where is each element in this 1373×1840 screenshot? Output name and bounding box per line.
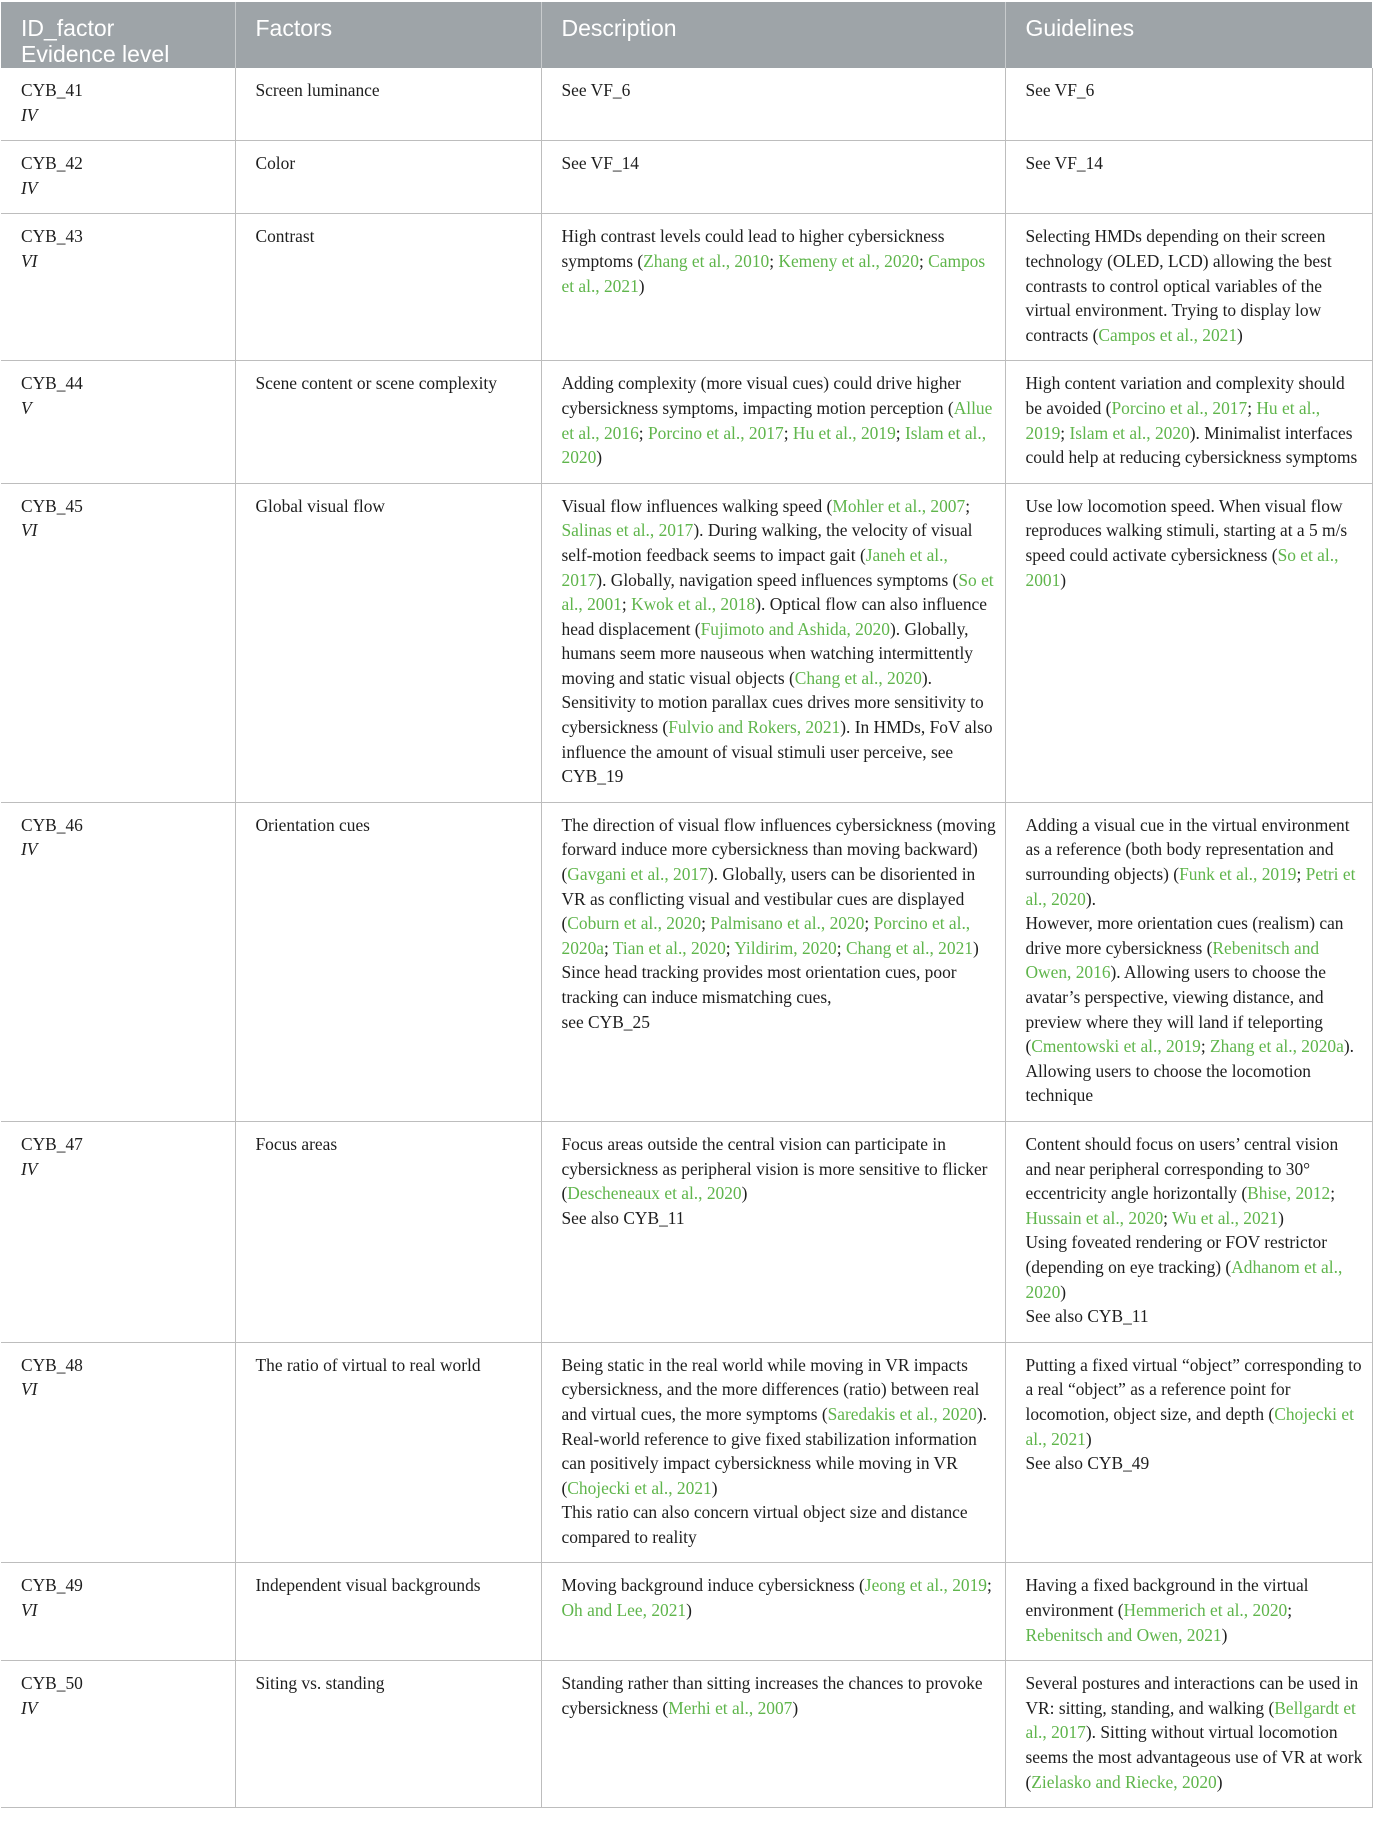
citation-link[interactable]: Cmentowski et al., 2019 (1031, 1036, 1201, 1057)
cell-text: ; (918, 250, 929, 271)
citation-link[interactable]: Descheneaux et al., 2020 (567, 1183, 742, 1204)
table-row (1, 141, 1372, 214)
citation-link[interactable]: Saredakis et al., 2020 (827, 1403, 977, 1424)
id-cell (1, 1342, 235, 1563)
cell-text: ) Using foveated rendering or FOV restrictor (depending on eye tracking) ( (1025, 1207, 1328, 1277)
table-row (1, 361, 1372, 483)
description-cell (541, 483, 1005, 802)
cell-text: ). Optical flow can also influence head displacement ( (561, 594, 987, 639)
cell-text: Putting a fixed virtual “object” corresponding to a real “object” as a reference point for locomotion, object size, and depth ( (1025, 1354, 1362, 1424)
header-row (1, 2, 1372, 68)
citation-link[interactable]: Tian et al., 2020 (612, 937, 726, 958)
cell-text: Adding a visual cue in the virtual environment as a reference (both body representation and surrounding objects) ( (1025, 814, 1350, 885)
cell-text: ) (1237, 324, 1243, 345)
description-cell (541, 361, 1005, 483)
cell-text: ; (725, 937, 735, 958)
evidence-level: IV (21, 177, 38, 198)
cell-text: ) (1216, 1771, 1223, 1792)
cell-text: ; (836, 937, 846, 958)
cell-text: ; (1287, 1600, 1293, 1621)
citation-link[interactable]: Salinas et al., 2017 (561, 520, 694, 541)
citation-link[interactable]: Porcino et al., 2017 (647, 422, 784, 443)
id-cell (1, 68, 235, 141)
cell-text: Adding complexity (more visual cues) could drive higher cybersickness symptoms, impacting motion perception ( (561, 373, 961, 418)
cell-text: Being static in the real world while moving in VR impacts cybersickness, and the more differences (ratio) between real and virtual cues, the more symptoms ( (561, 1354, 980, 1424)
factor-cell: Siting vs. standing (235, 1661, 541, 1808)
description-cell (541, 214, 1005, 361)
citation-link[interactable]: Oh and Lee, 2021 (561, 1600, 687, 1621)
factor-cell: Color (235, 141, 541, 214)
citation-link[interactable]: Hu et al., 2019 (1025, 397, 1321, 443)
cell-text: ). Globally, users can be disoriented in VR as conflicting visual and vestibular cues are displayed ( (561, 864, 976, 934)
citation-link[interactable]: Islam et al., 2020 (561, 422, 987, 468)
header-guidelines: Guidelines (1005, 2, 1372, 68)
factor-cell: Orientation cues (235, 802, 541, 1121)
cell-text: ; (1200, 1036, 1211, 1057)
cell-text: ) See also CYB_49 (1025, 1428, 1150, 1474)
cell-text: See VF_6 (561, 80, 631, 100)
citation-link[interactable]: Chojecki et al., 2021 (1025, 1403, 1354, 1449)
cell-text: ). During walking, the velocity of visual self-motion feedback seems to impact gait ( (561, 520, 973, 565)
evidence-level: V (21, 397, 32, 418)
cell-text: ; (895, 422, 905, 443)
guidelines-cell (1005, 802, 1372, 1121)
cell-text: Selecting HMDs depending on their screen technology (OLED, LCD) allowing the best contrasts to control optical variables of the virtual environment. Trying to display low contracts ( (1025, 226, 1332, 345)
factor-id: CYB_49 (21, 1575, 83, 1596)
cell-text: ) This ratio can also concern virtual object size and distance compared to reality (561, 1477, 968, 1547)
cell-text: ). Sensitivity to motion parallax cues drives more sensitivity to cybersickness ( (561, 667, 984, 738)
cell-text: ; (783, 422, 793, 443)
header-id-evidence: ID_factor Evidence level (1, 2, 235, 68)
cell-text: Use low locomotion speed. When visual flow reproduces walking stimuli, starting at a 5 m/s speed could activate cybersickness ( (1025, 495, 1348, 565)
description-cell (541, 1342, 1005, 1563)
citation-link[interactable]: Yildirim, 2020 (734, 937, 837, 958)
header-factors: Factors (235, 2, 541, 68)
citation-link[interactable]: Coburn et al., 2020 (567, 913, 702, 934)
guidelines-cell (1005, 483, 1372, 802)
cell-text: ). Sitting without virtual locomotion seems the most advantageous use of VR at work ( (1025, 1722, 1363, 1792)
cell-text: ) See also CYB_11 (561, 1183, 748, 1228)
citation-link[interactable]: Merhi et al., 2007 (668, 1697, 793, 1718)
factor-id: CYB_45 (21, 495, 83, 516)
factor-id: CYB_48 (21, 1354, 83, 1375)
citation-link[interactable]: Janeh et al., 2017 (561, 544, 948, 590)
cell-text: Having a fixed background in the virtual environment ( (1025, 1575, 1309, 1621)
table-row (1, 1661, 1372, 1808)
cell-text: ) (596, 447, 603, 468)
table-row (1, 1563, 1372, 1661)
factor-id: CYB_44 (21, 373, 83, 394)
citation-link[interactable]: Adhanom et al., 2020 (1025, 1256, 1343, 1302)
cell-text: ) (792, 1697, 799, 1718)
factor-id: CYB_47 (21, 1133, 83, 1154)
cell-text: ; (638, 422, 648, 443)
evidence-level: IV (21, 1158, 38, 1179)
citation-link[interactable]: Bellgardt et al., 2017 (1025, 1697, 1356, 1743)
citation-link[interactable]: Zhang et al., 2010 (643, 250, 770, 271)
guidelines-cell (1005, 1661, 1372, 1808)
factor-cell: Focus areas (235, 1121, 541, 1342)
cell-text: ) (1221, 1624, 1228, 1645)
cell-text: ; (965, 495, 971, 516)
factor-id: CYB_46 (21, 814, 83, 835)
evidence-level: IV (21, 104, 38, 125)
table-row (1, 802, 1372, 1121)
factor-id: CYB_41 (21, 80, 83, 100)
cell-text: ; (864, 913, 874, 934)
factor-cell: Contrast (235, 214, 541, 361)
citation-link[interactable]: Zielasko and Riecke, 2020 (1031, 1771, 1217, 1792)
description-cell (541, 802, 1005, 1121)
cell-text: ; (1247, 397, 1257, 418)
citation-link[interactable]: Chang et al., 2020 (794, 667, 922, 688)
evidence-level: VI (21, 1600, 38, 1621)
cell-text: See VF_6 (1025, 80, 1095, 100)
cell-text: ) See also CYB_11 (1025, 1281, 1149, 1327)
citation-link[interactable]: Jeong et al., 2019 (864, 1575, 987, 1596)
evidence-level: VI (21, 1379, 38, 1400)
cell-text: ). Real-world reference to give fixed stabilization information can positively impact cybersickness while moving in VR ( (561, 1403, 987, 1498)
citation-link[interactable]: Gavgani et al., 2017 (567, 864, 708, 885)
cell-text: Focus areas outside the central vision can participate in cybersickness as peripheral vision is more sensitive to flicker ( (561, 1133, 988, 1204)
cell-text: ; (604, 937, 613, 958)
cell-text: ; (1296, 864, 1306, 885)
cell-text: ; (1163, 1207, 1173, 1228)
citation-link[interactable]: Rebenitsch and Owen, 2016 (1025, 937, 1320, 983)
cell-text: See VF_14 (1025, 153, 1103, 174)
guidelines-cell (1005, 68, 1372, 141)
factor-id: CYB_42 (21, 153, 83, 174)
id-cell (1, 214, 235, 361)
cell-text: ). Allowing users to choose the avatar’s perspective, viewing distance, and preview where they will land if teleporting ( (1025, 962, 1326, 1057)
cell-text: ). Minimalist interfaces could help at reducing cybersickness symptoms (1025, 422, 1358, 468)
factor-cell: The ratio of virtual to real world (235, 1342, 541, 1563)
citation-link[interactable]: Bhise, 2012 (1247, 1183, 1331, 1204)
factor-id: CYB_50 (21, 1673, 83, 1694)
citation-link[interactable]: Kemeny et al., 2020 (778, 250, 919, 271)
cell-text: ; (769, 250, 779, 271)
cell-text: The direction of visual flow influences cybersickness (moving forward induce more cybersickness than moving backward) ( (561, 814, 996, 885)
cell-text: High contrast levels could lead to higher cybersickness symptoms ( (561, 226, 945, 271)
cell-text: ; (701, 913, 711, 934)
citation-link[interactable]: Hemmerich et al., 2020 (1123, 1600, 1288, 1621)
cell-text: ). In HMDs, FoV also influence the amount of visual stimuli user perceive, see CYB_19 (561, 717, 993, 787)
citation-link[interactable]: Petri et al., 2020 (1025, 864, 1356, 909)
cell-text: ; (987, 1575, 992, 1596)
cell-text: ). Globally, humans seem more nauseous when watching intermittently moving and static visual objects ( (561, 618, 973, 688)
cell-text: ; (1330, 1183, 1336, 1204)
evidence-level: VI (21, 250, 38, 271)
table-row (1, 1121, 1372, 1342)
table-row (1, 214, 1372, 361)
citation-link[interactable]: Wu et al., 2021 (1172, 1207, 1279, 1228)
table-body (1, 68, 1372, 1808)
description-cell (541, 68, 1005, 141)
citation-link[interactable]: Allue et al., 2016 (561, 397, 993, 443)
citation-link[interactable]: Fujimoto and Ashida, 2020 (700, 618, 890, 639)
cell-text: ). Globally, navigation speed influences symptoms ( (596, 569, 959, 590)
citation-link[interactable]: Chang et al., 2021 (845, 937, 973, 958)
cell-text: ). However, more orientation cues (realism) can drive more cybersickness ( (1025, 888, 1344, 958)
cell-text: ) (1060, 569, 1067, 590)
cell-text: Content should focus on users’ central vision and near peripheral corresponding to 30° eccentricity angle horizontally ( (1025, 1133, 1339, 1204)
id-cell (1, 361, 235, 483)
description-cell (541, 141, 1005, 214)
cell-text: Moving background induce cybersickness ( (561, 1575, 865, 1596)
description-cell (541, 1121, 1005, 1342)
citation-link[interactable]: Hussain et al., 2020 (1025, 1207, 1164, 1228)
id-cell (1, 1563, 235, 1661)
cell-text: ) Since head tracking provides most orientation cues, poor tracking can induce mismatching cues, see CYB_25 (561, 937, 979, 1032)
citation-link[interactable]: So et al., 2001 (1025, 544, 1339, 590)
guidelines-cell (1005, 1342, 1372, 1563)
guidelines-cell (1005, 1121, 1372, 1342)
factor-cell: Independent visual backgrounds (235, 1563, 541, 1661)
id-cell (1, 141, 235, 214)
citation-link[interactable]: Porcino et al., 2017 (1111, 397, 1248, 418)
citation-link[interactable]: Chojecki et al., 2021 (567, 1477, 712, 1498)
citation-link[interactable]: Palmisano et al., 2020 (710, 913, 865, 934)
cell-text: Visual flow influences walking speed ( (561, 495, 833, 516)
description-cell (541, 1563, 1005, 1661)
cell-text: ; (621, 594, 632, 615)
cell-text: ) (638, 275, 645, 296)
citation-link[interactable]: Hu et al., 2019 (792, 422, 896, 443)
citation-link[interactable]: Campos et al., 2021 (561, 250, 986, 296)
evidence-level: IV (21, 839, 38, 860)
id-cell (1, 483, 235, 802)
guidelines-cell (1005, 1563, 1372, 1661)
guidelines-cell (1005, 361, 1372, 483)
citation-link[interactable]: Kwok et al., 2018 (631, 594, 756, 615)
citation-link[interactable]: Campos et al., 2021 (1098, 324, 1238, 345)
citation-link[interactable]: Fulvio and Rokers, 2021 (668, 717, 841, 738)
guidelines-cell (1005, 214, 1372, 361)
citation-link[interactable]: So et al., 2001 (561, 569, 994, 615)
citation-link[interactable]: Islam et al., 2020 (1069, 422, 1190, 443)
id-cell (1, 802, 235, 1121)
citation-link[interactable]: Zhang et al., 2020a (1210, 1036, 1344, 1057)
description-cell (541, 1661, 1005, 1808)
table-row (1, 483, 1372, 802)
table-row (1, 68, 1372, 141)
citation-link[interactable]: Funk et al., 2019 (1179, 864, 1297, 885)
header-description: Description (541, 2, 1005, 68)
cell-text: ). Allowing users to choose the locomotion technique (1025, 1036, 1354, 1106)
factor-cell: Global visual flow (235, 483, 541, 802)
citation-link[interactable]: Mohler et al., 2007 (832, 495, 966, 516)
factors-table (1, 2, 1373, 1808)
citation-link[interactable]: Porcino et al., 2020a (561, 913, 971, 958)
id-cell (1, 1661, 235, 1808)
evidence-level: IV (21, 1697, 38, 1718)
table-row (1, 1342, 1372, 1563)
factor-id: CYB_43 (21, 226, 83, 247)
cell-text: See VF_14 (561, 153, 639, 174)
factor-cell: Scene content or scene complexity (235, 361, 541, 483)
cell-text: ) (686, 1600, 692, 1621)
cell-text: Several postures and interactions can be used in VR: sitting, standing, and walking ( (1025, 1673, 1359, 1718)
guidelines-cell (1005, 141, 1372, 214)
cell-text: ; (1060, 422, 1070, 443)
cell-text: Standing rather than sitting increases the chances to provoke cybersickness ( (561, 1673, 983, 1718)
citation-link[interactable]: Rebenitsch and Owen, 2021 (1025, 1624, 1222, 1645)
id-cell (1, 1121, 235, 1342)
evidence-level: VI (21, 520, 38, 541)
factor-cell: Screen luminance (235, 68, 541, 141)
cell-text: High content variation and complexity should be avoided ( (1025, 373, 1345, 418)
